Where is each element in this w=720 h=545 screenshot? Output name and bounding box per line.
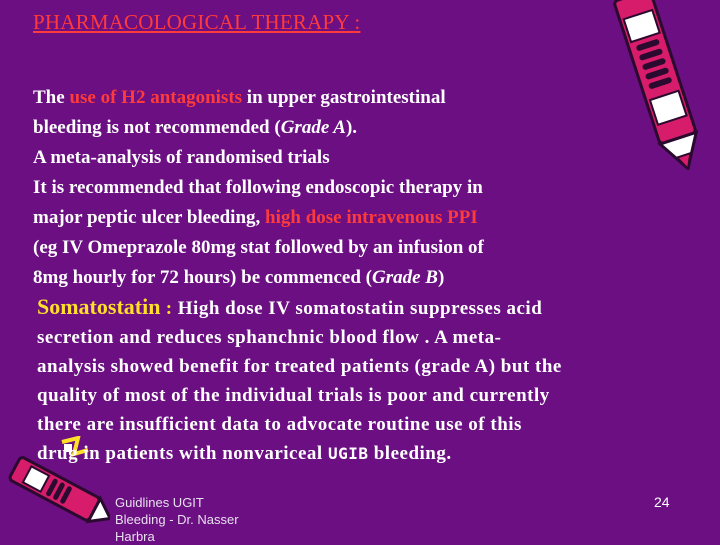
text-span: 8mg hourly for 72 hours) be commenced ( [33, 267, 372, 288]
highlight-text: use of H2 antagonists [69, 87, 243, 108]
text-line [33, 113, 633, 143]
text-span: bleeding is not recommended ( [33, 117, 281, 138]
text-span: ). [345, 117, 358, 138]
term-label: Somatostatin [37, 294, 161, 319]
text-line: secretion and reduces sphanchnic blood flow . A meta- [37, 327, 502, 348]
text-line: A meta-analysis of randomised trials [33, 147, 330, 168]
text-line [33, 83, 633, 113]
text-line [33, 203, 633, 233]
page-number: 24 [654, 494, 670, 510]
slide-title: PHARMACOLOGICAL THERAPY : [33, 10, 361, 34]
text-line [33, 263, 633, 293]
grade-text: Grade B [371, 267, 438, 288]
term-colon: : [160, 298, 178, 319]
text-span: High dose IV somatostatin suppresses acid [177, 298, 543, 319]
text-span: drug in patients with nonvariceal [37, 443, 328, 464]
somatostatin-paragraph [37, 292, 697, 468]
text-line [37, 439, 697, 468]
text-span: The [33, 87, 70, 108]
highlight-text: high dose intravenous PPI [265, 207, 478, 228]
text-span: bleeding. [368, 443, 452, 464]
text-line: analysis showed benefit for treated patients (grade A) but the [37, 356, 562, 377]
text-line [37, 292, 697, 323]
text-span: ) [437, 267, 445, 288]
text-line: there are insufficient data to advocate routine use of this [37, 414, 522, 435]
text-span: in upper gastrointestinal [242, 87, 446, 108]
abbreviation-text: UGIB [327, 444, 369, 463]
footer-credit: Guidlines UGIT Bleeding - Dr. Nasser Harbra [115, 495, 239, 544]
text-line: (eg IV Omeprazole 80mg stat followed by an infusion of [33, 237, 484, 258]
text-line: It is recommended that following endoscopic therapy in [33, 177, 483, 198]
text-line: quality of most of the individual trials is poor and currently [37, 385, 550, 406]
h2-ppi-paragraph [33, 83, 633, 293]
text-span: major peptic ulcer bleeding, [33, 207, 266, 228]
grade-text: Grade A [280, 117, 346, 138]
